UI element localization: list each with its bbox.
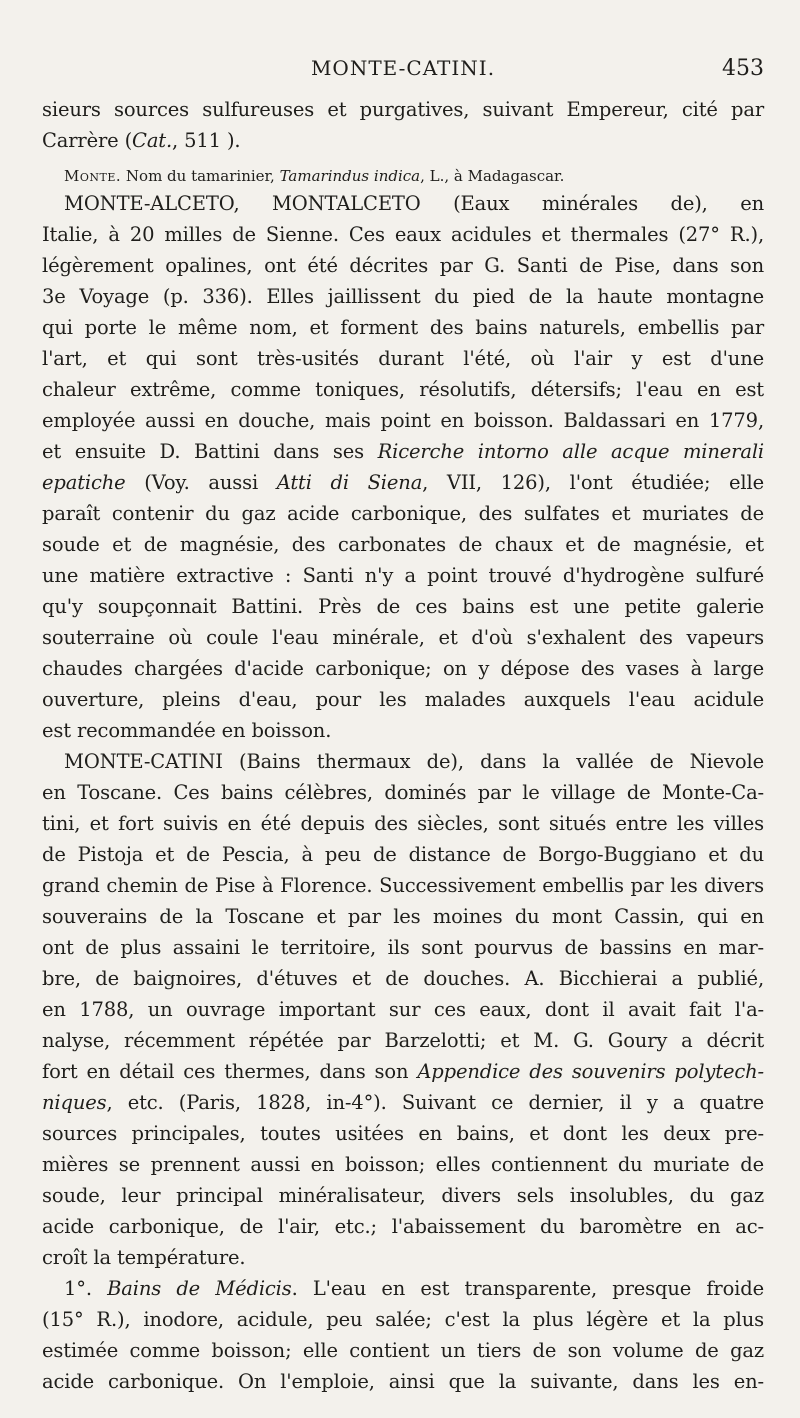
- entry-heading-line: MONTE-CATINI (Bains thermaux de), dans la vallée de Nievole: [64, 750, 764, 773]
- text-line: niques, etc. (Paris, 1828, in-4°). Suivant ce dernier, il y a quatre: [42, 1091, 764, 1114]
- text-line: souverains de la Toscane et par les moines du mont Cassin, qui en: [42, 905, 764, 928]
- text-line: souterraine où coule l'eau minérale, et d'où s'exhalent des vapeurs: [42, 626, 764, 649]
- text-line: (15° R.), inodore, acidule, peu salée; c'est la plus légère et la plus: [42, 1308, 764, 1331]
- text-line: soude et de magnésie, des carbonates de chaux et de magnésie, et: [42, 533, 764, 556]
- text-line: croît la température.: [42, 1246, 246, 1269]
- entry-heading-line: MONTE-ALCETO, MONTALCETO (Eaux minérales de), en: [64, 192, 764, 215]
- text-line: tini, et fort suivis en été depuis des siècles, sont situés entre les villes: [42, 812, 764, 835]
- text-line: sources principales, toutes usitées en bains, et dont les deux pre-: [42, 1122, 764, 1145]
- text-line: soude, leur principal minéralisateur, divers sels insolubles, du gaz: [42, 1184, 764, 1207]
- text-line: 3e Voyage (p. 336). Elles jaillissent du pied de la haute montagne: [42, 285, 764, 308]
- entry-monte-catini: [42, 746, 764, 1273]
- text-line: qui porte le même nom, et forment des bains naturels, embellis par: [42, 316, 764, 339]
- text-line: employée aussi en douche, mais point en boisson. Baldassari en 1779,: [42, 409, 764, 432]
- entry-bains-de-medicis: [42, 1273, 764, 1397]
- text-line: grand chemin de Pise à Florence. Successivement embellis par les divers: [42, 874, 764, 897]
- text-line: en Toscane. Ces bains célèbres, dominés par le village de Monte-Ca-: [42, 781, 764, 804]
- text-line: Carrère (Cat., 511 ).: [42, 129, 241, 152]
- text-line: et ensuite D. Battini dans ses Ricerche intorno alle acque minerali: [42, 440, 764, 463]
- text-line: une matière extractive : Santi n'y a point trouvé d'hydrogène sulfuré: [42, 564, 764, 587]
- page-number: 453: [722, 56, 764, 81]
- text-line: bre, de baignoires, d'étuves et de douches. A. Bicchierai a publié,: [42, 967, 764, 990]
- text-line: epatiche (Voy. aussi Atti di Siena, VII, 126), l'ont étudiée; elle: [42, 471, 764, 494]
- text-line: légèrement opalines, ont été décrites par G. Santi de Pise, dans son: [42, 254, 764, 277]
- text-line: chaleur extrême, comme toniques, résolutifs, détersifs; l'eau en est: [42, 378, 764, 401]
- text-line: l'art, et qui sont très-usités durant l'été, où l'air y est d'une: [42, 347, 764, 370]
- text-line: 1°. Bains de Médicis. L'eau en est transparente, presque froide: [64, 1277, 764, 1300]
- citation-italic: Cat.: [132, 129, 173, 152]
- text-line: mières se prennent aussi en boisson; elles contiennent du muriate de: [42, 1153, 764, 1176]
- text-line: sieurs sources sulfureuses et purgatives, suivant Empereur, cité par: [42, 98, 764, 121]
- text-line: en 1788, un ouvrage important sur ces eaux, dont il avait fait l'a-: [42, 998, 764, 1021]
- text-line: est recommandée en boisson.: [42, 719, 332, 742]
- text-line: ouverture, pleins d'eau, pour les malades auxquels l'eau acidule: [42, 688, 764, 711]
- entry-monte-alceto: [42, 188, 764, 746]
- text-line: ont de plus assaini le territoire, ils sont pourvus de bassins en mar-: [42, 936, 764, 959]
- book-page: [42, 56, 764, 1397]
- running-title: MONTE-CATINI.: [310, 56, 496, 80]
- text-line: acide carbonique, de l'air, etc.; l'abaissement du baromètre en ac-: [42, 1215, 764, 1238]
- text-line: estimée comme boisson; elle contient un tiers de son volume de gaz: [42, 1339, 764, 1362]
- text-line: qu'y soupçonnait Battini. Près de ces bains est une petite galerie: [42, 595, 764, 618]
- page-header: [42, 56, 764, 92]
- text-line: chaudes chargées d'acide carbonique; on y dépose des vases à large: [42, 657, 764, 680]
- text-line: nalyse, récemment répétée par Barzelotti; et M. G. Goury a décrit: [42, 1029, 764, 1052]
- text-line: Italie, à 20 milles de Sienne. Ces eaux acidules et thermales (27° R.),: [42, 223, 764, 246]
- text-line: acide carbonique. On l'emploie, ainsi que la suivante, dans les en-: [42, 1370, 764, 1393]
- text-line: paraît contenir du gaz acide carbonique, des sulfates et muriates de: [42, 502, 764, 525]
- text-line: de Pistoja et de Pescia, à peu de distance de Borgo-Buggiano et du: [42, 843, 764, 866]
- note-lead: Monte.: [64, 167, 122, 185]
- text-line: fort en détail ces thermes, dans son Appendice des souvenirs polytech-: [42, 1060, 764, 1083]
- footnote-entry: Monte. Nom du tamarinier, Tamarindus indica, L., à Madagascar.: [64, 167, 565, 185]
